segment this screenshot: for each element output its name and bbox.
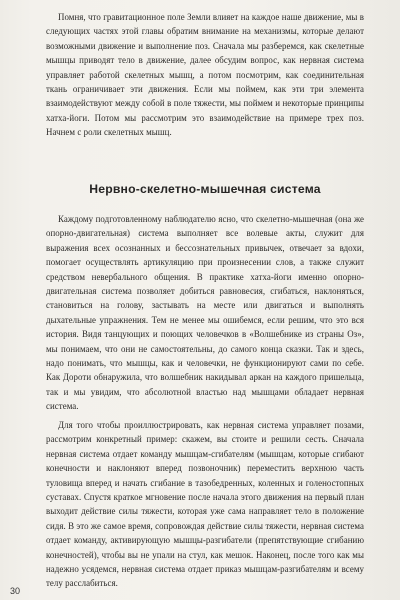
intro-paragraph: Помня, что гравитационное поле Земли влияет на каждое наше движение, мы в следующих частях этой главы обратим внимание на механизмы, которые делают возможными движение и выполнение поз. Сначала мы разберемся, как скелетные мышцы приводят тело в движение, далее обсудим вопрос, как нервная система управляет работой скелетных мышц, а потом посмотрим, как соединительная ткань ограничивает эти движения. Если мы поймем, как эти три элемента взаимодействуют между собой в поле тяжести, мы поймем и некоторые принципы хатха-йоги. Потом мы рассмотрим это взаимодействие на примере трех поз. Начнем с роли скелетных мышц. — [46, 12, 364, 138]
page-number: 30 — [10, 586, 21, 596]
section-heading: Нервно-скелетно-мышечная система — [89, 182, 321, 196]
body-paragraph: Каждому подготовленному наблюдателю ясно, что скелетно-мышечная (она же опорно-двигательная) система выполняет все волевые акты, служит для выражения всех осознанных и бессознательных привычек, отвечает за вдохи, помогает осуществлять артикуляцию при произнесении слов, а также служит средством невербального общения. В практике хатха-йоги именно опорно-двигательная система позволяет добиться равновесия, сгибаться, наклоняться, становиться на голову, застывать на месте или двигаться и выполнять дыхательные упражнения. Тем не менее мы ошибемся, если решим, что это вся история. Видя танцующих и поющих человечков в «Волшебнике из страны Оз», мы понимаем, что они не самостоятельны, до самого конца сказки. Так и здесь, надо понимать, что мышцы, как и человечки, не функционируют сами по себе. Как Дороти обнаружила, что волшебник накидывал аркан на каждого пришельца, так и мы увидим, что абсолютной властью над мышцами обладает нервная система. — [46, 214, 364, 412]
body-paragraph: Для того чтобы проиллюстрировать, как нервная система управляет позами, рассмотрим конкретный пример: скажем, вы стоите и решили сесть. Сначала нервная система отдает команду мышцам-сгибателям (мышцам, которые сгибают конечности и наклоняют вперед позвоночник) переместить верхнюю часть туловища вперед и начать сгибание в тазобедренных, коленных и голеностопных суставах. Спустя краткое мгновение после начала этого движения на первый план выходит действие силы тяжести, которая уже сама направляет тело в положение сидя. В это же самое время, сопровождая действие силы тяжести, нервная система отдает команду, активирующую мышцы-разгибатели (препятствующие сгибанию конечностей), чтобы вы не упали на стул, как мешок. Наконец, после того как мы надежно усядемся, нервная система отдает приказ мышцам-разгибателям и всему телу расслабиться. — [46, 420, 364, 589]
